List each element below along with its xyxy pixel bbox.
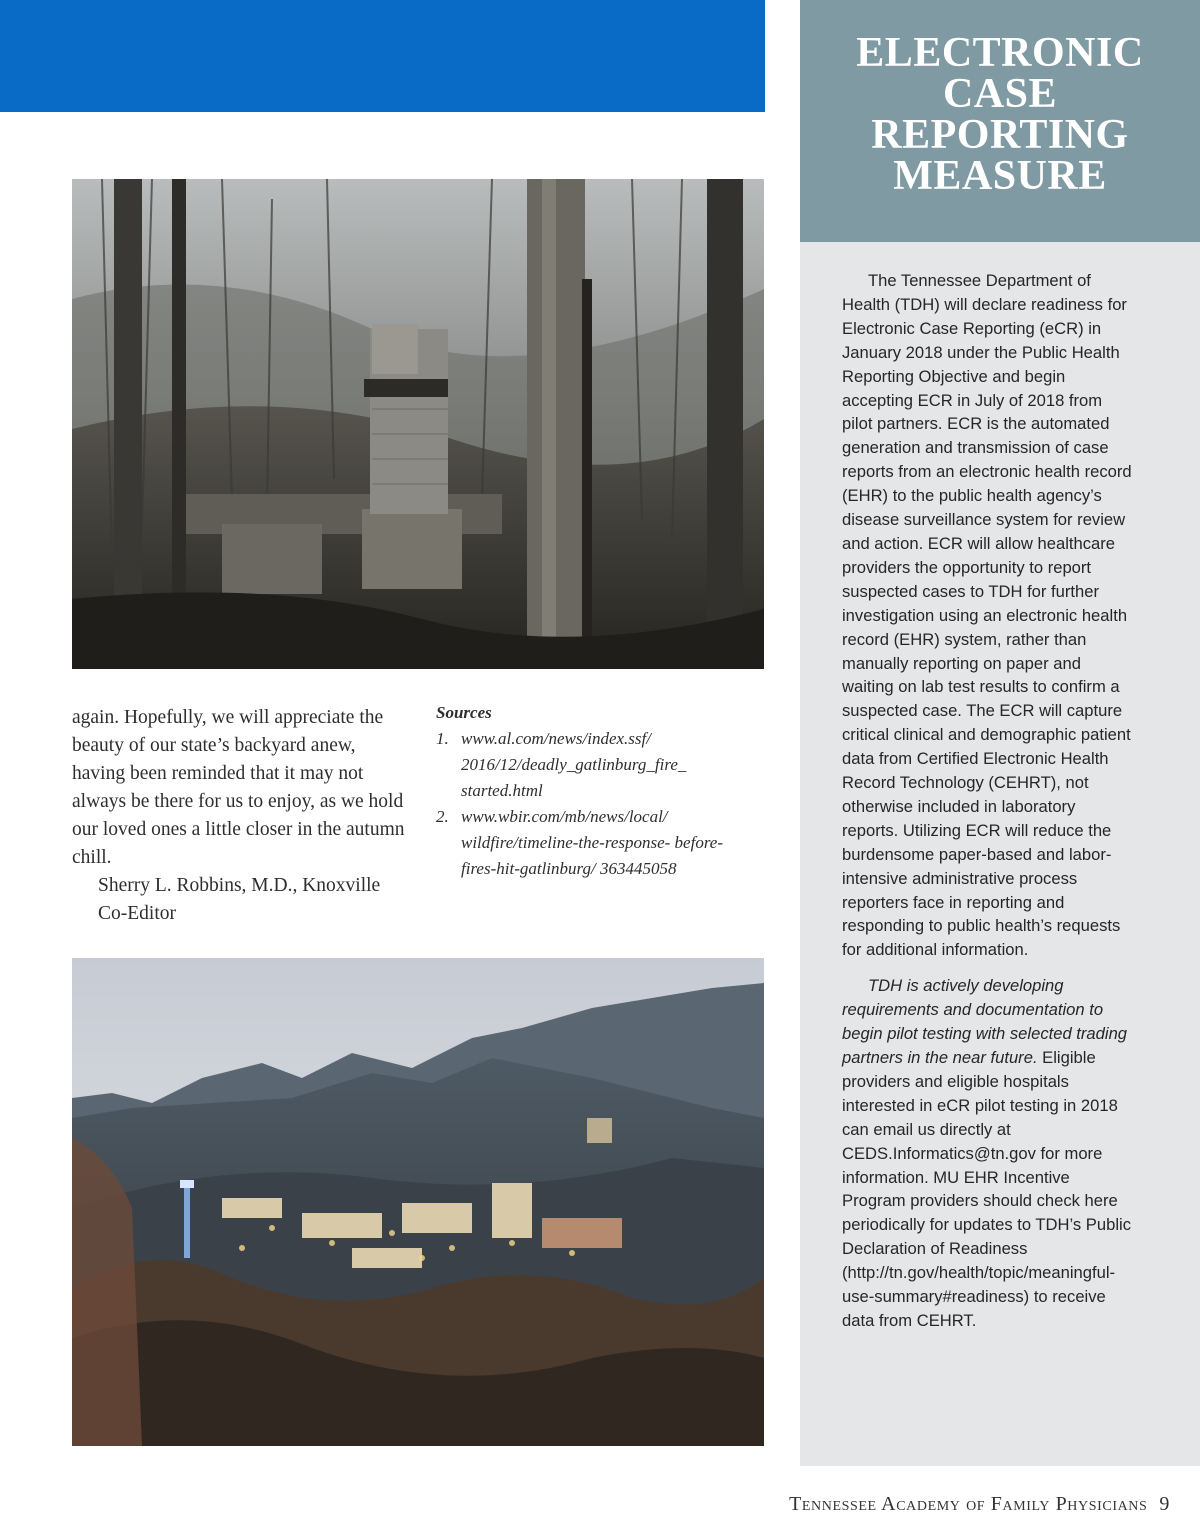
sidebar-title-line: MEASURE: [893, 153, 1107, 199]
publication-name: Tennessee Academy of Family Physicians: [789, 1493, 1148, 1515]
signature-name: Sherry L. Robbins, M.D., Knoxville: [98, 875, 381, 896]
sidebar-header: [800, 0, 1200, 242]
source-number: 1.: [436, 729, 449, 748]
sidebar-paragraph-2: [842, 974, 1132, 1333]
source-item: [436, 804, 736, 882]
sidebar-paragraph-2-rest: Eligible providers and eligible hospitals interested in eCR pilot testing in 2018 can email us directly at CEDS.Informatics@tn.gov for more information. MU EHR Incentive Program providers should check here periodically for updates to TDH’s Public Declaration of Readiness (http://tn.gov/health/topic/meaningful-use-summary#readiness) to receive data from CEHRT.: [842, 1048, 1131, 1330]
closing-paragraph: again. Hopefully, we will appreciate the beauty of our state’s backyard anew, having been reminded that it may not always be there for us to enjoy, as we hold our loved ones a little closer in the autumn chill.: [72, 707, 405, 868]
source-link[interactable]: www.al.com/news/index.ssf/ 2016/12/deadly_gatlinburg_fire_ started.html: [461, 729, 687, 800]
source-item: [436, 726, 736, 804]
sources-list: [436, 700, 736, 882]
page-footer: [789, 1493, 1170, 1516]
photo-mountain-valley-town-icon: [72, 958, 764, 1446]
photo-burned-chimney-forest-icon: [72, 179, 764, 669]
sidebar-title: [856, 30, 1144, 199]
source-number: 2.: [436, 807, 449, 826]
page-number: 9: [1159, 1493, 1170, 1515]
article-closing: [72, 704, 412, 928]
sidebar-paragraph-1: The Tennessee Department of Health (TDH) will declare readiness for Electronic Case Reporting (eCR) in January 2018 under the Public Health Reporting Objective and begin accepting ECR in July of 2018 from pilot partners. ECR is the automated generation and transmission of case reports from an electronic health record (EHR) to the public health agency’s disease surveillance system for review and action. ECR will allow healthcare providers the opportunity to report suspected cases to TDH for further investigation using an electronic health record (EHR) system, rather than manually reporting on paper and waiting on lab test results to confirm a suspected case. The ECR will capture critical clinical and demographic patient data from Certified Electronic Health Record Technology (CEHRT), not otherwise included in laboratory reports. Utilizing ECR will reduce the burdensome paper-based and labor-intensive administrative process reporters face in reporting and responding to public health’s requests for additional information.: [842, 271, 1132, 960]
town-valley-photo: [72, 958, 764, 1446]
top-color-band: [0, 0, 765, 112]
sidebar-paragraph-2-italic: TDH is actively developing requirements and documentation to begin pilot testing with selected trading partners in the near future.: [842, 976, 1128, 1067]
sidebar-title-line: REPORTING: [871, 112, 1129, 158]
burned-chimney-photo: [72, 179, 764, 669]
sidebar-title-line: ELECTRONIC: [856, 30, 1144, 76]
sources-heading: Sources: [436, 703, 492, 722]
ecr-sidebar: [800, 0, 1200, 1466]
source-link[interactable]: www.wbir.com/mb/news/local/ wildfire/timeline-the-response- before-fires-hit-gatlinburg/ 363445058: [461, 807, 724, 878]
sidebar-title-line: CASE: [942, 71, 1058, 117]
signature-title: Co-Editor: [98, 903, 176, 924]
sidebar-body: [842, 269, 1132, 1333]
